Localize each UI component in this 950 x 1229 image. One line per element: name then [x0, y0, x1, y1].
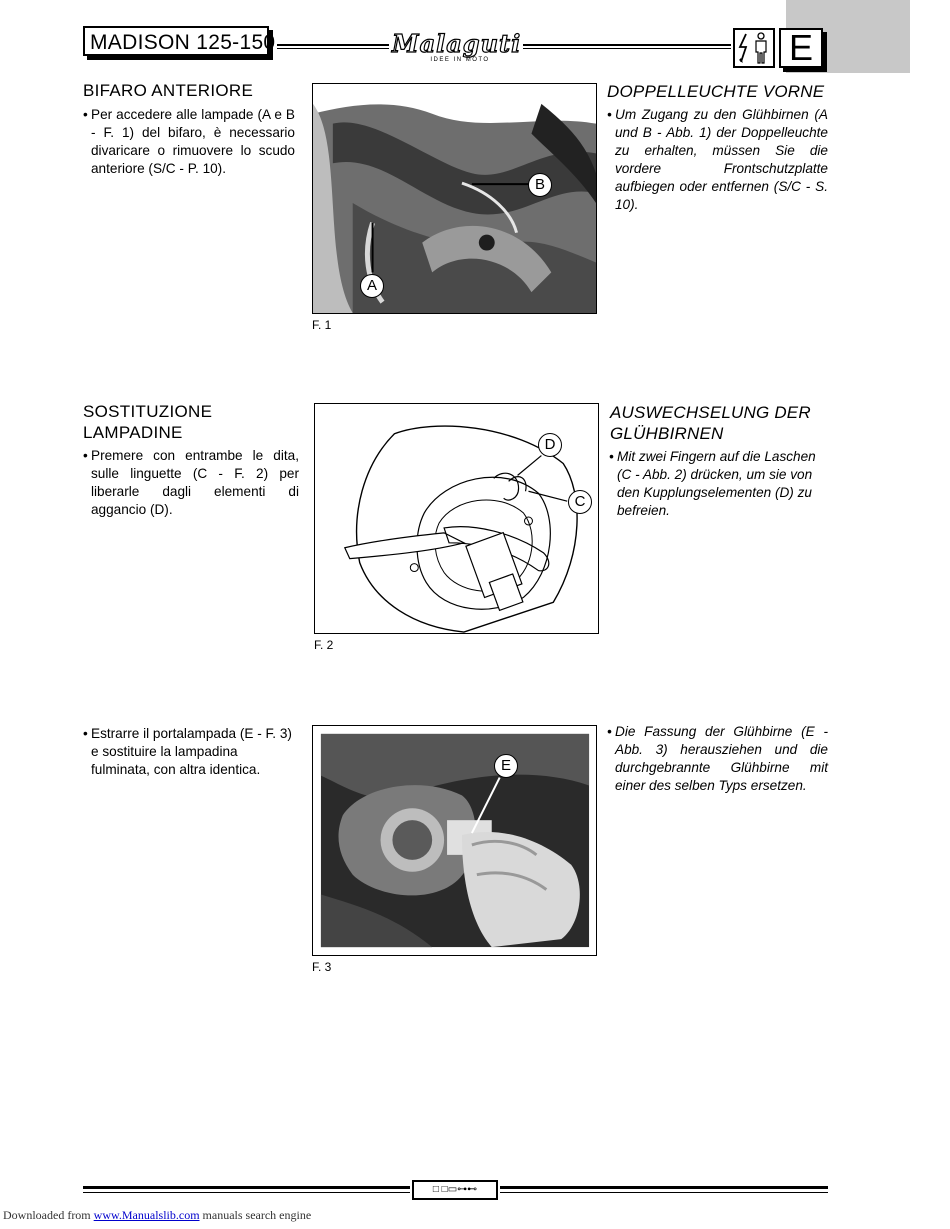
section1-heading-de: DOPPELLEUCHTE VORNE — [607, 82, 825, 101]
callout-e: E — [494, 754, 518, 778]
header-rule-right-2 — [523, 48, 731, 49]
model-title: MADISON 125-150 — [83, 26, 269, 56]
header-rule-right — [523, 44, 731, 46]
section1-paragraph-de: Um Zugang zu den Glühbirnen (A und B - Abb. 1) der Doppelleuchte zu erhalten, müssen Sie die vordere Frontschutzplatte aufbiegen oder entfernen (S/C - S. 10). — [615, 107, 828, 212]
figure-3 — [312, 725, 597, 956]
callout-a: A — [360, 274, 384, 298]
figure-3-label: F. 3 — [312, 960, 332, 974]
section2-heading-de-line1: AUSWECHSELUNG DER — [610, 403, 811, 422]
section3-paragraph-it: Estrarre il portalampada (E - F. 3) e sostituire la lampadina fulminata, con altra identica. — [91, 726, 292, 777]
section2-heading-de-line2: GLÜHBIRNEN — [610, 424, 724, 443]
section3-text-it — [83, 725, 299, 779]
section2-heading-it — [83, 401, 303, 443]
callout-b: B — [528, 173, 552, 197]
bulb-removal-photo — [313, 726, 596, 955]
bullet: • — [83, 107, 88, 122]
callout-d: D — [538, 433, 562, 457]
footer-rule-right — [500, 1186, 828, 1189]
download-prefix: Downloaded from — [3, 1208, 91, 1222]
footer-rule-left — [83, 1186, 410, 1189]
page-number-box: □ □▭⊶⊷ — [412, 1180, 498, 1200]
electrical-person-icon — [733, 28, 775, 68]
bullet: • — [607, 107, 612, 122]
section2-heading-it-line1: SOSTITUZIONE — [83, 402, 213, 421]
section2-heading-it-line2: LAMPADINE — [83, 423, 183, 442]
section3-paragraph-de: Die Fassung der Glühbirne (E - Abb. 3) herausziehen und die durchgebrannte Glühbirne mit einer des selben Typs ersetzen. — [615, 724, 828, 793]
section2-paragraph-it: Premere con entrambe le dita, sulle linguette (C - F. 2) per liberarle dagli elementi di aggancio (D). — [91, 448, 299, 517]
manualslib-link[interactable]: www.Manualslib.com — [93, 1208, 200, 1222]
brand-tagline: IDEE IN MOTO — [430, 57, 490, 63]
section-letter: E — [779, 28, 823, 68]
section2-text-it — [83, 447, 299, 519]
section1-text-it — [83, 106, 295, 178]
section2-heading-de — [610, 402, 840, 444]
download-suffix: manuals search engine — [202, 1208, 312, 1222]
section2-paragraph-de: Mit zwei Fingern auf die Laschen (C - Abb. 2) drücken, um sie von den Kupplungselementen (D) zu befreien. — [617, 449, 816, 518]
bullet: • — [609, 449, 614, 464]
section1-paragraph-it: Per accedere alle lampade (A e B - F. 1) del bifaro, è necessario divaricare o rimuovere lo scudo anteriore (S/C - P. 10). — [91, 107, 295, 176]
headlight-photo — [313, 84, 596, 313]
bullet: • — [83, 448, 88, 463]
download-note — [3, 1208, 311, 1223]
section1-heading-it: BIFARO ANTERIORE — [83, 81, 254, 100]
footer-rule-left-thin — [83, 1192, 410, 1193]
section2-text-de — [609, 448, 828, 520]
figure-1-label: F. 1 — [312, 318, 332, 332]
bullet: • — [83, 726, 88, 741]
brand-logo: Malaguti — [392, 29, 522, 58]
callout-c: C — [568, 490, 592, 514]
header-rule-left — [277, 44, 389, 46]
figure-2-label: F. 2 — [314, 638, 334, 652]
header-rule-left-2 — [277, 48, 389, 49]
bullet: • — [607, 724, 612, 739]
section1-text-de — [607, 106, 828, 214]
footer-rule-right-thin — [500, 1192, 828, 1193]
section3-text-de — [607, 723, 828, 795]
figure-1 — [312, 83, 597, 314]
